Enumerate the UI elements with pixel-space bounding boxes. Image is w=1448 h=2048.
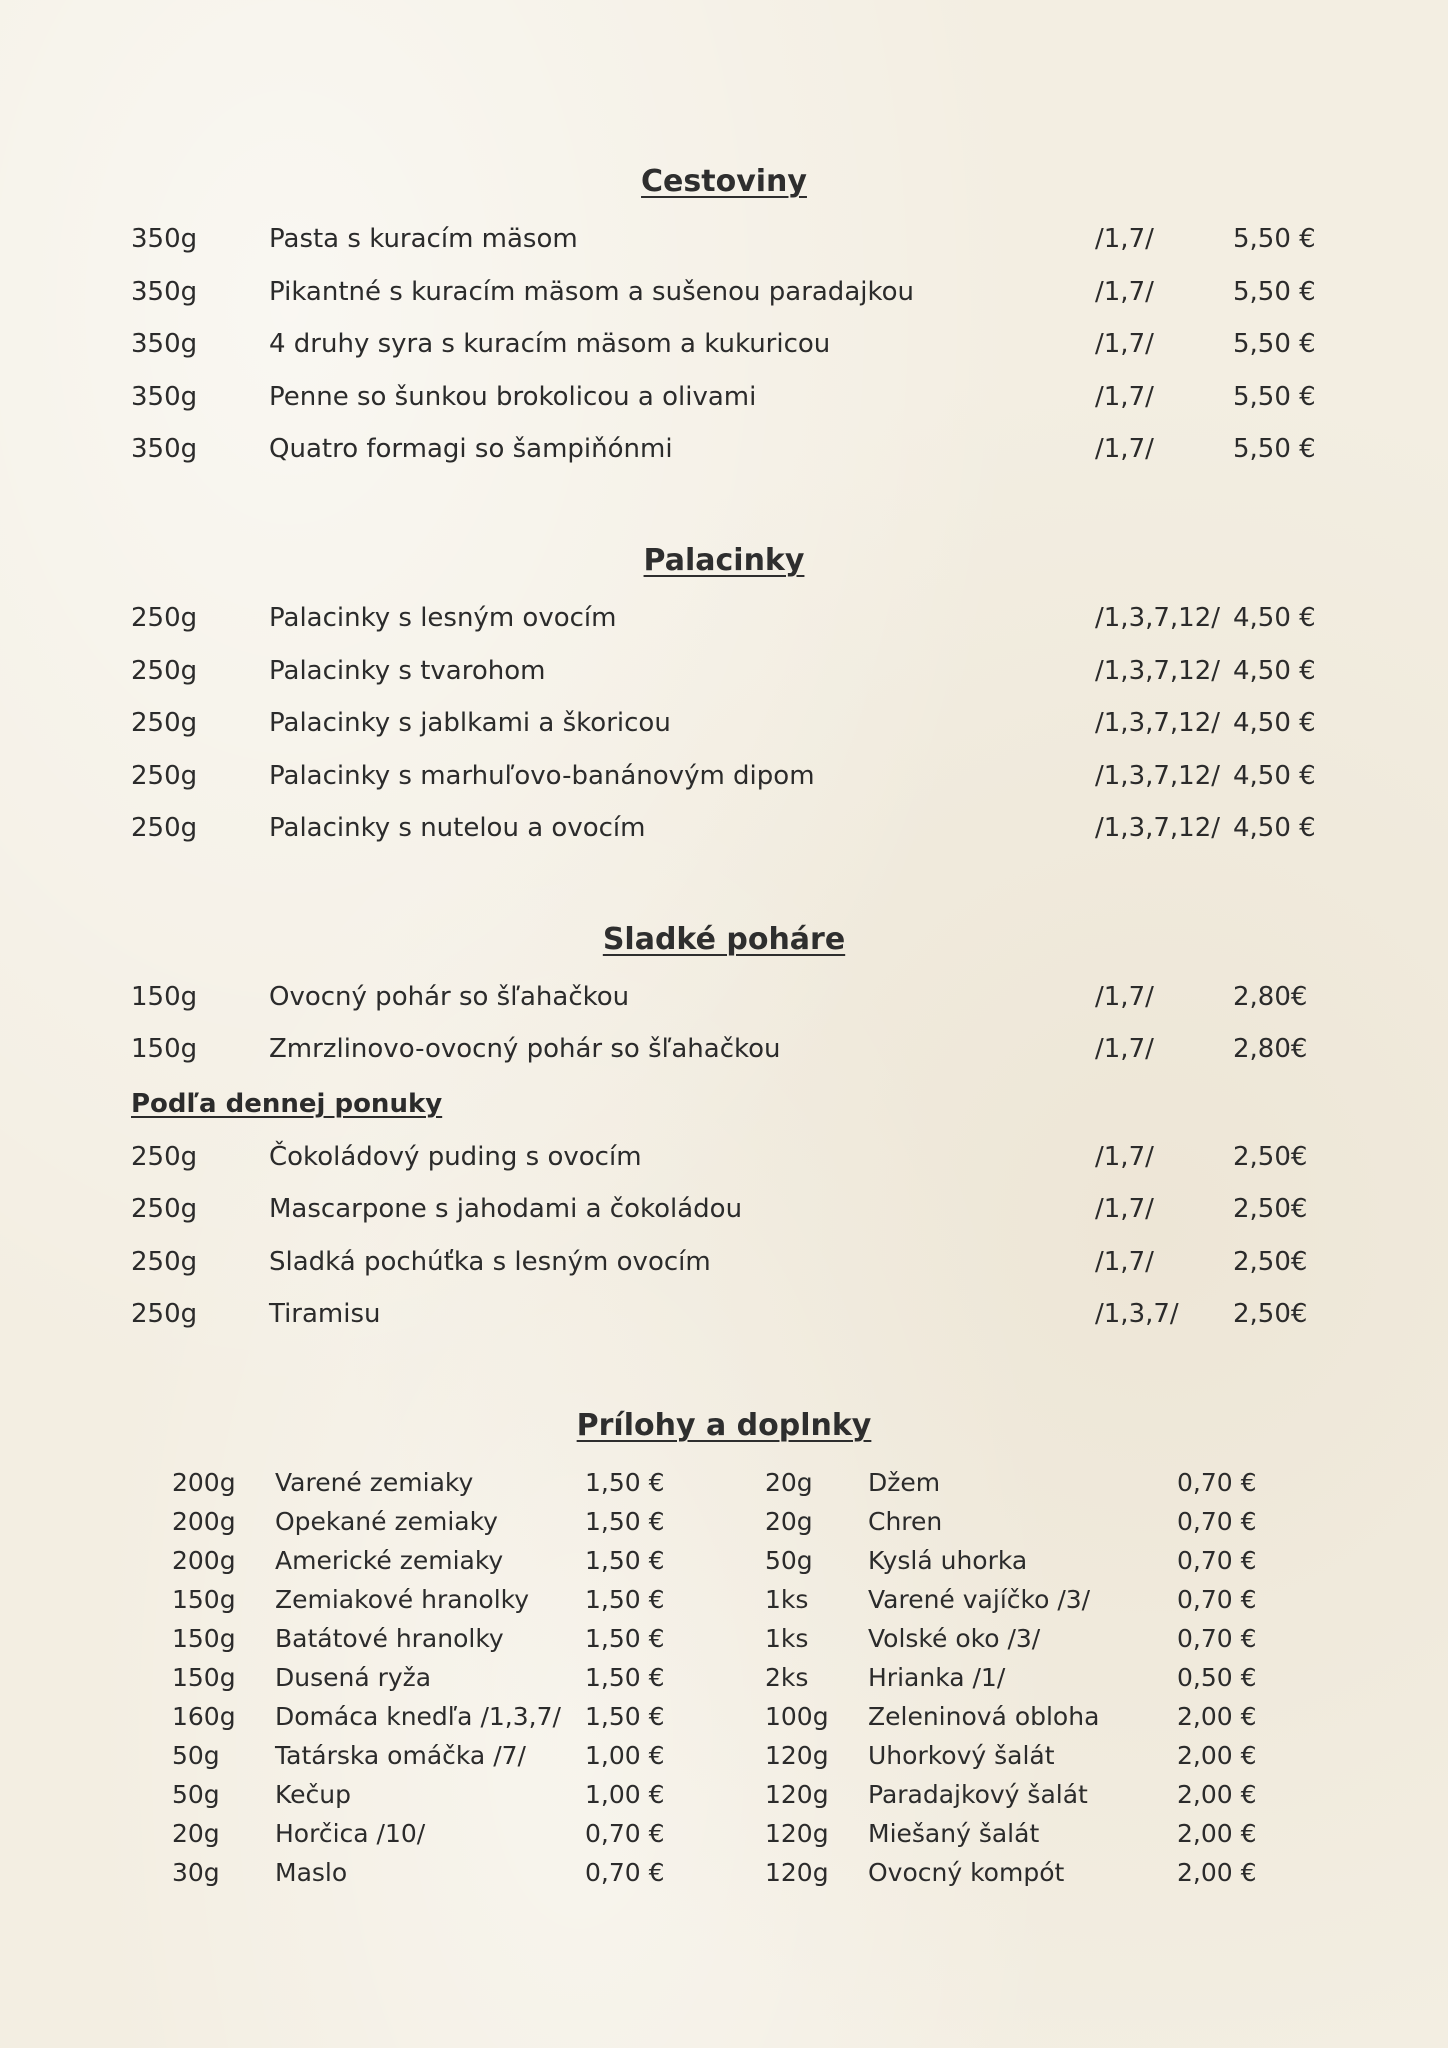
item-price: 2,80€ (1233, 982, 1308, 1012)
side-item-row (0, 1624, 1448, 1660)
item-allergens: /1,3,7,12/ (1095, 603, 1221, 633)
item-name: Kečup (275, 1780, 351, 1809)
item-weight: 250g (131, 708, 198, 738)
item-price: 2,50€ (1233, 1194, 1308, 1224)
menu-item (0, 382, 1448, 422)
item-allergens: /1,7/ (1095, 329, 1154, 359)
item-allergens: /1,3,7,12/ (1095, 761, 1221, 791)
item-weight: 150g (131, 982, 198, 1012)
item-price: 2,80€ (1233, 1034, 1308, 1064)
item-weight: 350g (131, 382, 198, 412)
item-allergens: /1,7/ (1095, 224, 1154, 254)
item-name: Ovocný pohár so šľahačkou (269, 982, 630, 1012)
item-price: 0,70 € (1177, 1585, 1257, 1614)
item-allergens: /1,7/ (1095, 1034, 1154, 1064)
menu-item (0, 1034, 1448, 1074)
side-item-row (0, 1741, 1448, 1777)
item-weight: 350g (131, 277, 198, 307)
menu-item (0, 813, 1448, 853)
item-price: 5,50 € (1233, 329, 1316, 359)
menu-item (0, 277, 1448, 317)
item-price: 1,00 € (585, 1741, 665, 1770)
item-price: 4,50 € (1233, 761, 1316, 791)
item-name: Džem (868, 1468, 941, 1497)
item-weight: 50g (172, 1780, 220, 1809)
item-weight: 150g (172, 1663, 236, 1692)
item-weight: 120g (765, 1780, 829, 1809)
menu-item (0, 708, 1448, 748)
item-allergens: /1,3,7,12/ (1095, 708, 1221, 738)
item-price: 0,70 € (585, 1858, 665, 1887)
item-price: 1,50 € (585, 1702, 665, 1731)
item-weight: 120g (765, 1819, 829, 1848)
item-weight: 150g (172, 1585, 236, 1614)
item-name: Quatro formagi so šampiňónmi (269, 434, 673, 464)
item-name: Dusená ryža (275, 1663, 432, 1692)
menu-item (0, 1247, 1448, 1287)
item-allergens: /1,7/ (1095, 1194, 1154, 1224)
item-name: Penne so šunkou brokolicou a olivami (269, 382, 757, 412)
item-price: 1,50 € (585, 1546, 665, 1575)
item-price: 1,50 € (585, 1468, 665, 1497)
item-price: 2,50€ (1233, 1299, 1308, 1329)
side-item-row (0, 1546, 1448, 1582)
item-weight: 250g (131, 1299, 198, 1329)
item-name: Kyslá uhorka (868, 1546, 1028, 1575)
item-weight: 350g (131, 329, 198, 359)
item-name: Opekané zemiaky (275, 1507, 498, 1536)
item-weight: 200g (172, 1546, 236, 1575)
item-price: 2,00 € (1177, 1741, 1257, 1770)
item-weight: 250g (131, 656, 198, 686)
item-weight: 20g (765, 1468, 813, 1497)
item-weight: 250g (131, 761, 198, 791)
item-name: Varené zemiaky (275, 1468, 474, 1497)
item-price: 2,00 € (1177, 1780, 1257, 1809)
item-weight: 50g (765, 1546, 813, 1575)
item-allergens: /1,7/ (1095, 982, 1154, 1012)
menu-item (0, 434, 1448, 474)
item-price: 5,50 € (1233, 224, 1316, 254)
item-price: 5,50 € (1233, 434, 1316, 464)
item-name: Mascarpone s jahodami a čokoládou (269, 1194, 743, 1224)
item-name: Domáca knedľa /1,3,7/ (275, 1702, 561, 1731)
item-price: 0,70 € (1177, 1546, 1257, 1575)
item-name: Palacinky s lesným ovocím (269, 603, 617, 633)
menu-item (0, 1194, 1448, 1234)
item-price: 0,70 € (585, 1819, 665, 1848)
item-allergens: /1,3,7,12/ (1095, 813, 1221, 843)
menu-item (0, 224, 1448, 264)
item-name: Zeleninová obloha (868, 1702, 1100, 1731)
item-price: 2,00 € (1177, 1819, 1257, 1848)
item-allergens: /1,7/ (1095, 382, 1154, 412)
item-name: Zmrzlinovo-ovocný pohár so šľahačkou (269, 1034, 781, 1064)
item-name: Zemiakové hranolky (275, 1585, 530, 1614)
item-name: Hrianka /1/ (868, 1663, 1006, 1692)
item-allergens: /1,3,7/ (1095, 1299, 1179, 1329)
menu-item (0, 603, 1448, 643)
side-item-row (0, 1468, 1448, 1504)
section-title-palacinky: Palacinky (643, 543, 805, 578)
menu-item (0, 982, 1448, 1022)
item-weight: 250g (131, 603, 198, 633)
item-name: Maslo (275, 1858, 348, 1887)
side-item-row (0, 1819, 1448, 1855)
item-price: 1,50 € (585, 1663, 665, 1692)
section-title-sladke-pohare: Sladké poháre (602, 922, 846, 957)
item-name: Palacinky s jablkami a škoricou (269, 708, 671, 738)
item-price: 4,50 € (1233, 656, 1316, 686)
item-name: Varené vajíčko /3/ (868, 1585, 1091, 1614)
side-item-row (0, 1663, 1448, 1699)
item-weight: 250g (131, 1142, 198, 1172)
item-name: Tiramisu (269, 1299, 381, 1329)
item-weight: 120g (765, 1858, 829, 1887)
menu-item (0, 1142, 1448, 1182)
item-price: 0,70 € (1177, 1507, 1257, 1536)
item-name: Americké zemiaky (275, 1546, 504, 1575)
menu-item (0, 1299, 1448, 1339)
item-weight: 200g (172, 1507, 236, 1536)
item-name: Sladká pochúťka s lesným ovocím (269, 1247, 711, 1277)
daily-offer-subheading: Podľa dennej ponuky (131, 1089, 443, 1119)
item-price: 4,50 € (1233, 813, 1316, 843)
item-price: 1,50 € (585, 1507, 665, 1536)
section-title-cestoviny: Cestoviny (641, 164, 807, 199)
item-name: Palacinky s tvarohom (269, 656, 546, 686)
side-item-row (0, 1780, 1448, 1816)
item-name: Pasta s kuracím mäsom (269, 224, 578, 254)
item-name: Čokoládový puding s ovocím (269, 1142, 642, 1172)
item-weight: 350g (131, 434, 198, 464)
side-item-row (0, 1702, 1448, 1738)
item-weight: 30g (172, 1858, 220, 1887)
item-price: 1,00 € (585, 1780, 665, 1809)
item-price: 4,50 € (1233, 603, 1316, 633)
item-weight: 20g (172, 1819, 220, 1848)
item-allergens: /1,3,7,12/ (1095, 656, 1221, 686)
item-weight: 160g (172, 1702, 236, 1731)
item-price: 0,70 € (1177, 1624, 1257, 1653)
side-item-row (0, 1858, 1448, 1894)
menu-item (0, 329, 1448, 369)
item-allergens: /1,7/ (1095, 434, 1154, 464)
item-weight: 120g (765, 1741, 829, 1770)
item-price: 4,50 € (1233, 708, 1316, 738)
item-price: 1,50 € (585, 1585, 665, 1614)
item-weight: 150g (172, 1624, 236, 1653)
item-name: Chren (868, 1507, 943, 1536)
item-name: Palacinky s marhuľovo-banánovým dipom (269, 761, 815, 791)
item-name: Uhorkový šalát (868, 1741, 1055, 1770)
item-name: Pikantné s kuracím mäsom a sušenou paradajkou (269, 277, 914, 307)
item-price: 2,00 € (1177, 1702, 1257, 1731)
item-name: Miešaný šalát (868, 1819, 1040, 1848)
item-name: 4 druhy syra s kuracím mäsom a kukuricou (269, 329, 831, 359)
item-weight: 20g (765, 1507, 813, 1536)
item-weight: 1ks (765, 1624, 809, 1653)
side-item-row (0, 1507, 1448, 1543)
item-weight: 50g (172, 1741, 220, 1770)
item-weight: 250g (131, 813, 198, 843)
side-item-row (0, 1585, 1448, 1621)
item-name: Ovocný kompót (868, 1858, 1065, 1887)
item-allergens: /1,7/ (1095, 1247, 1154, 1277)
item-weight: 100g (765, 1702, 829, 1731)
item-name: Tatárska omáčka /7/ (275, 1741, 526, 1770)
item-price: 2,50€ (1233, 1247, 1308, 1277)
item-allergens: /1,7/ (1095, 277, 1154, 307)
item-allergens: /1,7/ (1095, 1142, 1154, 1172)
item-price: 5,50 € (1233, 277, 1316, 307)
item-price: 1,50 € (585, 1624, 665, 1653)
item-name: Volské oko /3/ (868, 1624, 1041, 1653)
item-price: 0,70 € (1177, 1468, 1257, 1497)
item-weight: 2ks (765, 1663, 809, 1692)
item-name: Palacinky s nutelou a ovocím (269, 813, 646, 843)
item-weight: 200g (172, 1468, 236, 1497)
item-price: 2,50€ (1233, 1142, 1308, 1172)
menu-item (0, 656, 1448, 696)
item-name: Batátové hranolky (275, 1624, 504, 1653)
item-price: 2,00 € (1177, 1858, 1257, 1887)
item-weight: 250g (131, 1194, 198, 1224)
menu-item (0, 761, 1448, 801)
item-weight: 250g (131, 1247, 198, 1277)
item-name: Paradajkový šalát (868, 1780, 1088, 1809)
item-weight: 1ks (765, 1585, 809, 1614)
section-title-prilohy: Prílohy a doplnky (576, 1408, 872, 1443)
item-weight: 350g (131, 224, 198, 254)
item-price: 5,50 € (1233, 382, 1316, 412)
item-weight: 150g (131, 1034, 198, 1064)
item-price: 0,50 € (1177, 1663, 1257, 1692)
item-name: Horčica /10/ (275, 1819, 426, 1848)
